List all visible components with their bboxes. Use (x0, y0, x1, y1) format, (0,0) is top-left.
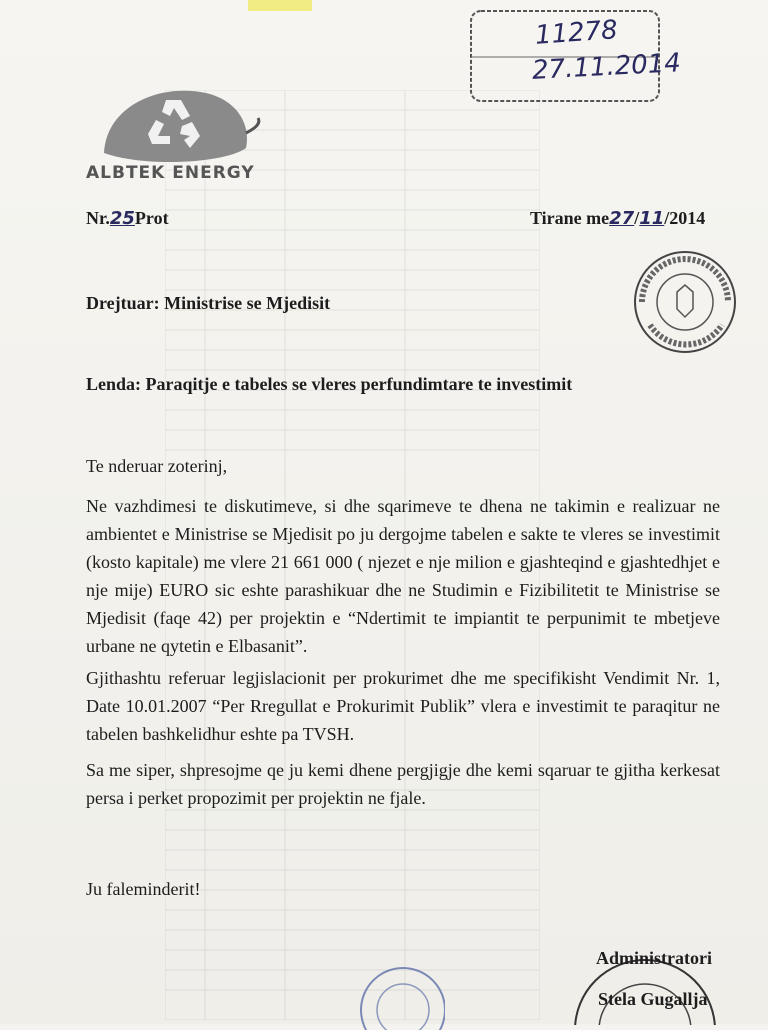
date-year: /2014 (664, 208, 706, 228)
protocol-suffix: Prot (134, 208, 169, 228)
bottom-ministry-stamp (355, 950, 445, 1030)
body-paragraph-3: Sa me siper, shpresojme qe ju kemi dhene pergjigje dhe kemi sqaruar te gjitha kerkesat persa i perket propozimit per projektin ne fjale. (86, 760, 720, 808)
place: Tirane me (530, 208, 610, 228)
signatory-name: Stela Gugallja (598, 989, 708, 1009)
ministry-secretariat-stamp (630, 247, 740, 357)
body-paragraph-1: Ne vazhdimesi te diskutimeve, si dhe sqarimeve te dhena ne takimin e realizuar ne ambientet e Ministrise se Mjedisit po ju dergojme tabelen e sakte te vleres se investimit (kosto kapitale) me vlere 21 661 000 ( njezet e nje milion e gjashteqind e gjashtedhjet e nje mije) EURO sic eshte parashikuar dhe ne Studimin e Fizibilitetit te Ministrise se Mjedisit (faqe 42) per projektin e “Ndertimit te impiantit te perpunimit te mbetjeve urbane ne qytetin e Elbasanit”. (86, 496, 720, 656)
logo-wordmark: ALBTEK ENERGY (86, 163, 255, 183)
registration-date: 27.11.2014 (531, 48, 682, 86)
protocol-number (86, 204, 169, 233)
registration-number: 11278 (534, 15, 619, 51)
recipient-line: Drejtuar: Ministrise se Mjedisit (86, 293, 331, 313)
signatory-role: Administratori (596, 948, 712, 968)
sticky-note-edge (248, 0, 312, 11)
date-day: 27 (609, 208, 635, 229)
closing: Ju faleminderit! (86, 879, 201, 899)
place-date: Tirane me27/11/2014 (530, 208, 706, 229)
date-month: 11 (639, 208, 665, 229)
protocol-value: 25 (109, 208, 135, 229)
subject-line: Lenda: Paraqitje e tabeles se vleres perfundimtare te investimit (86, 374, 573, 394)
body-paragraph-2: Gjithashtu referuar legjislacionit per prokurimet dhe me specifikisht Vendimit Nr. 1, Date 10.01.2007 “Per Rregullat e Prokurimit Publik” vlera e investimit te paraqitur ne tabelen bashkelidhur eshte pa TVSH. (86, 668, 720, 744)
protocol-prefix: Nr. (86, 208, 110, 228)
greeting: Te nderuar zoterinj, (86, 456, 228, 476)
